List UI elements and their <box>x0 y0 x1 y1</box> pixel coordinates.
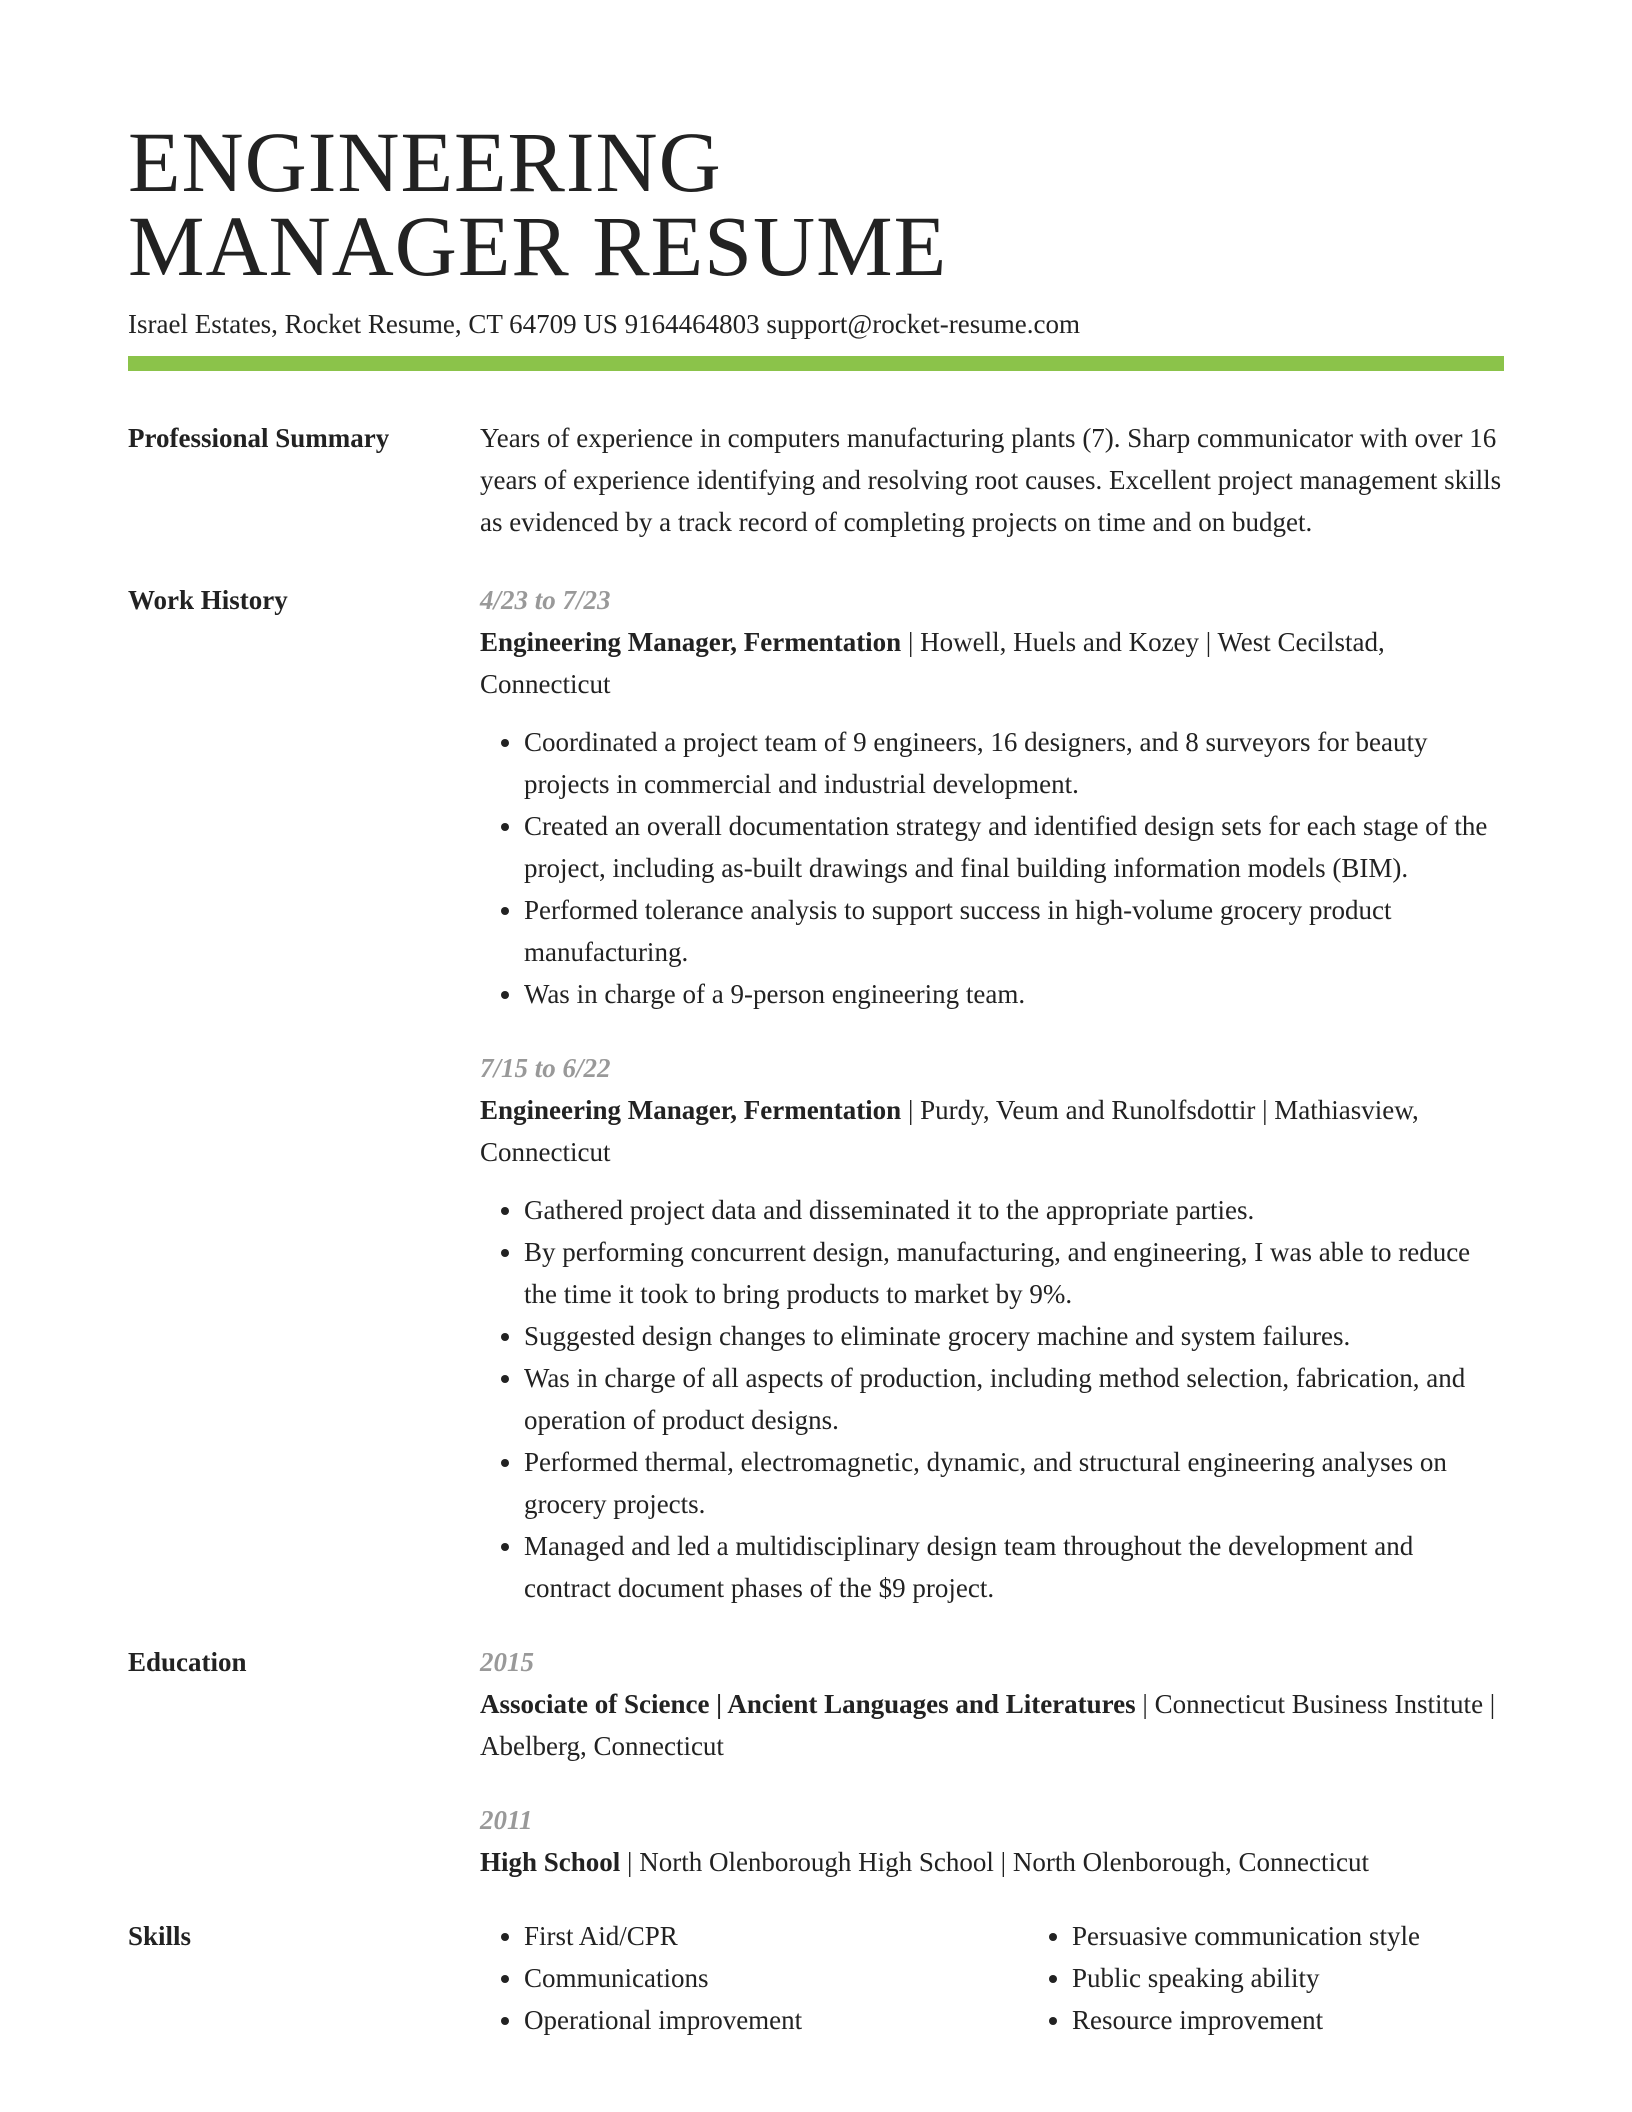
skill-item: • Resource improvement <box>1072 1999 1420 2041</box>
education-entry <box>480 1641 1504 1767</box>
education-entry <box>480 1799 1504 1883</box>
education-degree: Associate of Science | Ancient Languages and Literatures <box>480 1689 1136 1719</box>
work-history-body <box>480 579 1504 1609</box>
job-title: Engineering Manager, Fermentation <box>480 1095 902 1125</box>
skill-item: • Communications <box>524 1957 1028 1999</box>
accent-divider <box>128 356 1504 371</box>
work-history-section <box>128 579 1504 1609</box>
job-title: Engineering Manager, Fermentation <box>480 627 902 657</box>
skills-heading: Skills <box>128 1921 192 1951</box>
contact-line: Israel Estates, Rocket Resume, CT 64709 US 9164464803 support@rocket-resume.com <box>128 309 1080 339</box>
resume-page <box>128 114 1504 2041</box>
job-bullet: • Coordinated a project team of 9 engineers, 16 designers, and 8 surveyors for beauty projects in commercial and industrial development. <box>524 721 1504 805</box>
job-bullet: • Suggested design changes to eliminate grocery machine and system failures. <box>524 1315 1504 1357</box>
summary-section <box>128 417 1504 543</box>
education-heading-line <box>480 1683 1504 1767</box>
work-history-heading: Work History <box>128 585 288 615</box>
job-bullet: • Managed and led a multidisciplinary design team throughout the development and contract document phases of the $9 project. <box>524 1525 1504 1609</box>
resume-title-line1: ENGINEERING <box>128 114 722 210</box>
education-heading: Education <box>128 1647 247 1677</box>
job-heading <box>480 621 1504 705</box>
resume-title <box>128 114 1504 294</box>
job-entry <box>480 1047 1504 1609</box>
skills-column-left <box>480 1915 1028 2041</box>
job-bullet: • Performed tolerance analysis to support success in high-volume grocery product manufacturing. <box>524 889 1504 973</box>
education-school-location: | Connecticut Business Institute | Abelberg, Connecticut <box>480 1689 1496 1761</box>
skill-item: • Public speaking ability <box>1072 1957 1420 1999</box>
job-heading <box>480 1089 1504 1173</box>
job-dates: 4/23 to 7/23 <box>480 585 611 615</box>
education-year: 2015 <box>480 1647 534 1677</box>
job-bullets <box>480 1189 1504 1609</box>
summary-heading: Professional Summary <box>128 423 390 453</box>
job-bullet: • Created an overall documentation strategy and identified design sets for each stage of the project, including as-built drawings and final building information models (BIM). <box>524 805 1504 889</box>
job-employer-location: | Howell, Huels and Kozey | West Cecilstad, Connecticut <box>480 627 1385 699</box>
education-degree: High School <box>480 1847 621 1877</box>
education-section <box>128 1641 1504 1883</box>
education-heading-line <box>480 1841 1504 1883</box>
job-bullet: • Was in charge of all aspects of production, including method selection, fabrication, and operation of product designs. <box>524 1357 1504 1441</box>
skill-item: • Persuasive communication style <box>1072 1915 1420 1957</box>
skills-body <box>480 1915 1504 2041</box>
summary-text: Years of experience in computers manufacturing plants (7). Sharp communicator with over 16 years of experience identifying and resolving root causes. Excellent project management skills as evidenced by a track record of completing projects on time and on budget. <box>480 423 1502 537</box>
education-year: 2011 <box>480 1805 533 1835</box>
resume-title-line2: MANAGER RESUME <box>128 198 948 294</box>
skill-item: • First Aid/CPR <box>524 1915 1028 1957</box>
education-school-location: | North Olenborough High School | North Olenborough, Connecticut <box>620 1847 1370 1877</box>
job-bullet: • Gathered project data and disseminated it to the appropriate parties. <box>524 1189 1504 1231</box>
skill-item: • Operational improvement <box>524 1999 1028 2041</box>
job-bullet: • By performing concurrent design, manufacturing, and engineering, I was able to reduce the time it took to bring products to market by 9%. <box>524 1231 1504 1315</box>
education-body <box>480 1641 1504 1883</box>
job-bullets <box>480 721 1504 1015</box>
job-entry <box>480 579 1504 1015</box>
job-bullet: • Was in charge of a 9-person engineering team. <box>524 973 1504 1015</box>
skills-section <box>128 1915 1504 2041</box>
job-bullet: • Performed thermal, electromagnetic, dynamic, and structural engineering analyses on grocery projects. <box>524 1441 1504 1525</box>
job-dates: 7/15 to 6/22 <box>480 1053 611 1083</box>
job-employer-location: | Purdy, Veum and Runolfsdottir | Mathiasview, Connecticut <box>480 1095 1419 1167</box>
skills-column-right <box>1028 1915 1420 2041</box>
